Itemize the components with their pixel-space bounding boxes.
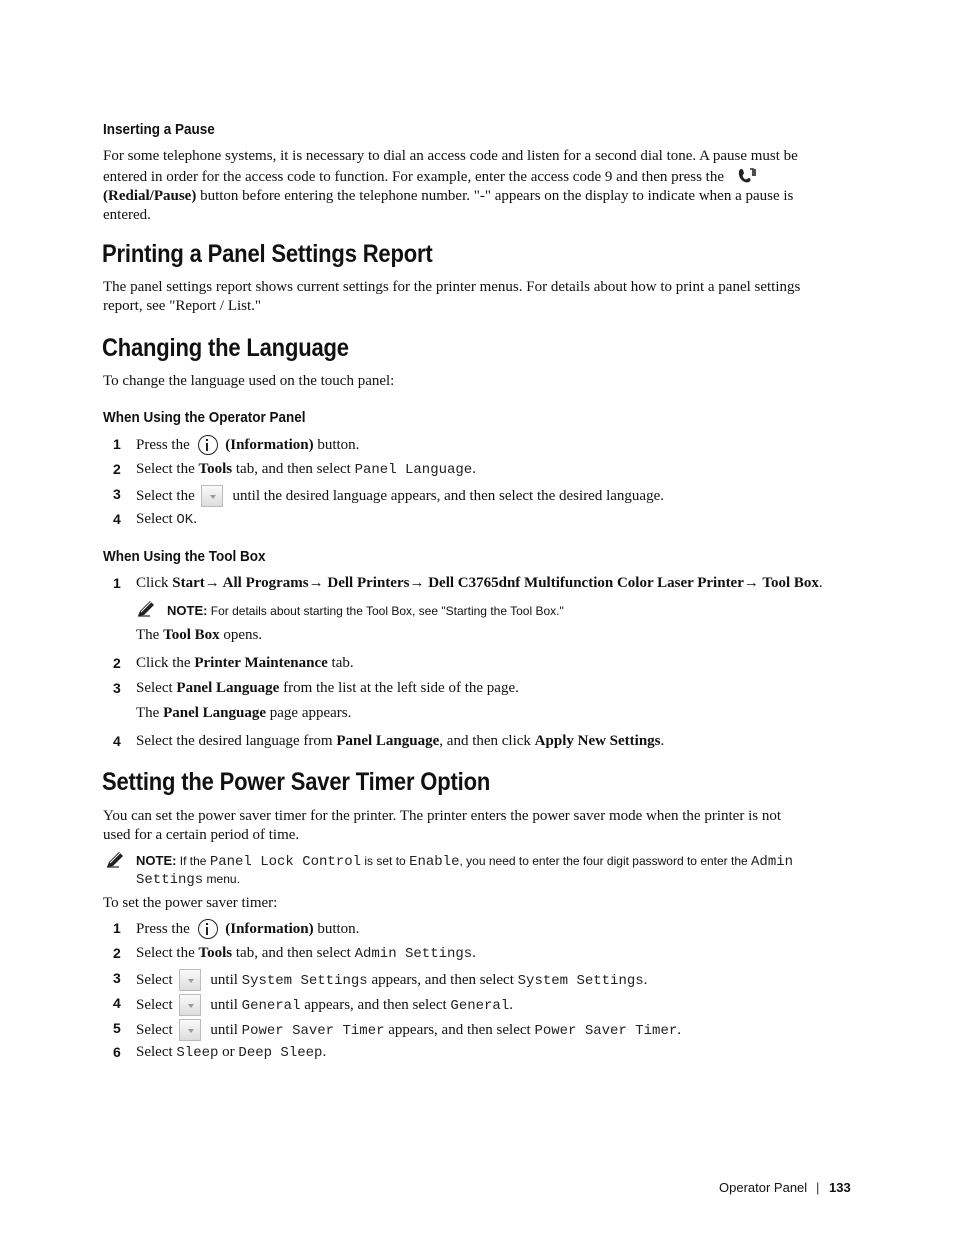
system-settings-code: System Settings xyxy=(517,973,644,989)
note-text-a: If the xyxy=(176,854,210,868)
step-text-c: tab. xyxy=(327,655,354,671)
step-text-a: Select the xyxy=(136,945,199,961)
subheading-tool-box: When Using the Tool Box xyxy=(103,548,266,565)
panel-report-paragraph xyxy=(103,278,851,316)
redial-pause-label: (Redial/Pause) xyxy=(103,188,197,204)
tool-box-note xyxy=(167,602,564,620)
step-text xyxy=(136,969,647,991)
admin-code: Admin xyxy=(751,854,794,870)
step-number: 2 xyxy=(113,461,121,477)
down-arrow-button-icon xyxy=(179,969,201,991)
pause-line-3 xyxy=(103,187,851,206)
step-text-c: tab, and then select xyxy=(232,461,355,477)
note-line-1 xyxy=(136,852,848,871)
step-text-d: . xyxy=(472,945,476,961)
note-pencil-icon xyxy=(136,600,156,618)
step-text xyxy=(136,510,197,530)
printer-model-label: Dell C3765dnf Multifunction Color Laser Printer xyxy=(424,575,744,591)
footer-section-title: Operator Panel xyxy=(719,1180,808,1195)
text-c: page appears. xyxy=(266,705,352,721)
note-text: For details about starting the Tool Box, see "Starting the Tool Box." xyxy=(207,604,564,618)
step-text-a: Select xyxy=(136,511,177,527)
step-number: 4 xyxy=(113,511,121,527)
step-text-a: Select xyxy=(136,1044,177,1060)
step-text-b: until xyxy=(210,1022,242,1038)
footer-separator: | xyxy=(816,1180,820,1195)
deep-sleep-code: Deep Sleep xyxy=(238,1045,323,1061)
printer-maintenance-label: Printer Maintenance xyxy=(194,655,328,671)
page-number: 133 xyxy=(829,1180,851,1195)
step-number: 5 xyxy=(113,1020,121,1036)
down-arrow-button-icon xyxy=(179,994,201,1016)
step-text xyxy=(136,732,664,751)
power-saver-timer-code: Power Saver Timer xyxy=(241,1023,385,1039)
dell-printers-label: Dell Printers xyxy=(323,575,410,591)
step-text-b: until xyxy=(210,997,242,1013)
step-text-b: or xyxy=(218,1044,239,1060)
step-text-c: button. xyxy=(313,921,360,937)
panel-language-code: Panel Language xyxy=(354,462,473,478)
section-heading-power-saver: Setting the Power Saver Timer Option xyxy=(102,768,491,796)
apply-new-settings-label: Apply New Settings xyxy=(534,733,661,749)
section-heading-inserting-pause: Inserting a Pause xyxy=(103,121,215,138)
panel-language-label: Panel Language xyxy=(163,705,267,721)
panel-report-line-2: report, see "Report / List." xyxy=(103,298,262,314)
step-text xyxy=(136,460,476,480)
step-text-a: Press the xyxy=(136,437,190,453)
step-text xyxy=(136,679,519,698)
tools-label: Tools xyxy=(198,945,233,961)
redial-pause-icon xyxy=(736,166,758,186)
all-programs-label: All Programs xyxy=(219,575,309,591)
step-text-c: . xyxy=(322,1044,327,1060)
information-label: (Information) xyxy=(225,921,314,937)
arrow-icon: → xyxy=(409,575,425,591)
step-number: 4 xyxy=(113,995,121,1011)
note-text-b: is set to xyxy=(361,854,410,868)
power-saver-note xyxy=(136,852,848,889)
step-text-a: Select xyxy=(136,997,173,1013)
panel-lock-control-code: Panel Lock Control xyxy=(209,854,362,870)
step-text-e: . xyxy=(660,733,665,749)
tool-box-opens xyxy=(136,626,262,645)
step-text-a: Select xyxy=(136,1022,173,1038)
pause-line-4: entered. xyxy=(103,207,151,223)
information-icon xyxy=(198,919,218,939)
power-saver-paragraph xyxy=(103,807,851,845)
pause-paragraph xyxy=(103,147,851,225)
sleep-code: Sleep xyxy=(176,1045,219,1061)
step-text-c: , and then click xyxy=(439,733,535,749)
pause-line-1: For some telephone systems, it is necessary to dial an access code and listen for a second dial tone. A pause must be xyxy=(103,148,798,164)
step-text-a: Select the xyxy=(136,488,195,504)
step-text-c: button. xyxy=(313,437,360,453)
information-label: (Information) xyxy=(225,437,314,453)
step-text-a: Select the desired language from xyxy=(136,733,337,749)
panel-report-line-1: The panel settings report shows current settings for the printer menus. For details about how to print a panel settings xyxy=(103,279,801,295)
arrow-icon: → xyxy=(743,575,759,591)
text-a: The xyxy=(136,705,164,721)
tool-box-label: Tool Box xyxy=(163,627,220,643)
step-text xyxy=(136,1019,681,1041)
admin-settings-code: Admin Settings xyxy=(354,946,473,962)
information-icon xyxy=(198,435,218,455)
text-c: opens. xyxy=(219,627,263,643)
system-settings-code: System Settings xyxy=(241,973,368,989)
start-label: Start xyxy=(172,575,205,591)
power-line-1: You can set the power saver timer for the printer. The printer enters the power saver mode when the printer is not xyxy=(103,808,781,824)
ok-code: OK xyxy=(176,512,194,528)
step-text-c: until the desired language appears, and then select the desired language. xyxy=(232,488,664,504)
step-number: 1 xyxy=(113,920,121,936)
panel-language-appears xyxy=(136,704,351,723)
step-text-c: appears, and then select xyxy=(367,972,518,988)
tool-box-label: Tool Box xyxy=(758,575,819,591)
pause-line-3-text: button before entering the telephone number. "-" appears on the display to indicate when a pause is xyxy=(196,188,794,204)
general-code: General xyxy=(241,998,301,1014)
step-number: 3 xyxy=(113,486,121,502)
power-saver-timer-code: Power Saver Timer xyxy=(534,1023,678,1039)
panel-language-label: Panel Language xyxy=(336,733,440,749)
step-number: 1 xyxy=(113,575,121,591)
step-text xyxy=(136,1043,326,1063)
step-text xyxy=(136,654,354,673)
step-text-c: appears, and then select xyxy=(300,997,451,1013)
power-saver-intro: To set the power saver timer: xyxy=(103,895,278,911)
note-text-c: , you need to enter the four digit password to enter the xyxy=(459,854,752,868)
step-text xyxy=(136,919,359,939)
panel-language-label: Panel Language xyxy=(176,680,280,696)
pause-line-2 xyxy=(103,166,851,187)
step-text-a: Click xyxy=(136,575,173,591)
subheading-operator-panel: When Using the Operator Panel xyxy=(103,409,306,426)
note-label: NOTE: xyxy=(167,603,208,618)
step-number: 3 xyxy=(113,970,121,986)
language-intro: To change the language used on the touch panel: xyxy=(103,373,395,389)
step-number: 4 xyxy=(113,733,121,749)
down-arrow-button-icon xyxy=(201,485,223,507)
step-text xyxy=(136,944,476,964)
settings-code: Settings xyxy=(136,872,204,888)
step-text-a: Press the xyxy=(136,921,190,937)
step-text-end: . xyxy=(818,575,823,591)
step-text-a: Click the xyxy=(136,655,195,671)
step-text-b: until xyxy=(210,972,242,988)
note-label: NOTE: xyxy=(136,853,177,868)
step-text-a: Select xyxy=(136,680,177,696)
arrow-icon: → xyxy=(308,575,324,591)
arrow-icon: → xyxy=(204,575,220,591)
down-arrow-button-icon xyxy=(179,1019,201,1041)
step-number: 1 xyxy=(113,436,121,452)
step-text-d: . xyxy=(472,461,476,477)
text-a: The xyxy=(136,627,164,643)
step-text-d: . xyxy=(193,511,197,527)
tools-label: Tools xyxy=(198,461,233,477)
section-heading-panel-report: Printing a Panel Settings Report xyxy=(102,240,433,268)
power-line-2: used for a certain period of time. xyxy=(103,827,300,843)
general-code: General xyxy=(450,998,510,1014)
step-text-d: . xyxy=(509,997,513,1013)
step-text-c: from the list at the left side of the page. xyxy=(279,680,519,696)
step-text-d: . xyxy=(643,972,648,988)
step-number: 6 xyxy=(113,1044,121,1060)
step-number: 3 xyxy=(113,680,121,696)
step-text xyxy=(136,485,664,507)
note-line-2 xyxy=(136,871,848,889)
section-heading-changing-language: Changing the Language xyxy=(102,334,349,362)
note-pencil-icon xyxy=(105,851,125,869)
step-text-d: . xyxy=(677,1022,682,1038)
step-text-c: tab, and then select xyxy=(232,945,355,961)
step-number: 2 xyxy=(113,655,121,671)
step-text xyxy=(136,435,359,455)
step-text-c: appears, and then select xyxy=(384,1022,535,1038)
step-text-a: Select the xyxy=(136,461,199,477)
pause-line-2-text: entered in order for the access code to function. For example, enter the access code 9 and then press the xyxy=(103,169,724,185)
step-number: 2 xyxy=(113,945,121,961)
step-text-a: Select xyxy=(136,972,173,988)
enable-code: Enable xyxy=(409,854,460,870)
step-text xyxy=(136,574,823,593)
note-text-d: menu. xyxy=(203,872,240,886)
step-text xyxy=(136,994,513,1016)
